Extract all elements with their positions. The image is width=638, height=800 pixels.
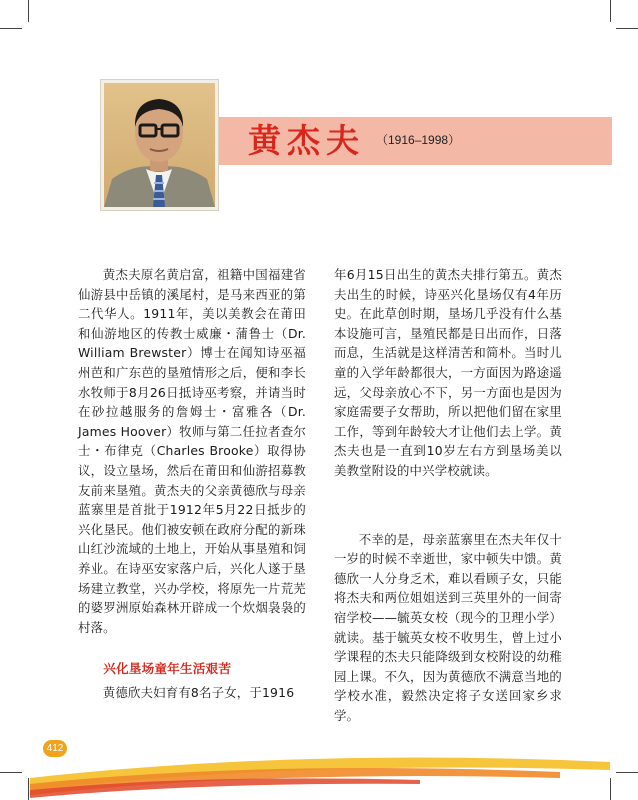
paragraph: 黄德欣夫妇育有8名子女，于1916 — [102, 684, 295, 700]
person-name: 黄杰夫 — [248, 121, 365, 160]
right-column — [334, 265, 562, 725]
paragraph: 不幸的是，母亲蓝寨里在杰夫年仅十一岁的时候不幸逝世，家中顿失中馈。黄德欣一人分身乏术，难以看顾子女，只能将杰夫和两位姐姐送到三英里外的一间寄宿学校——毓英女校（现今的卫理小学）就读。基于毓英女校不收男生，曾上过小学课程的杰夫只能降级到女校附设的幼稚园上课。不久，因为黄德欣不满意当地的学校水准，毅然决定将子女送回家乡求学。 — [334, 531, 562, 723]
page-number-badge: 412 — [43, 740, 67, 757]
left-column — [78, 265, 306, 702]
portrait-photo — [101, 80, 218, 210]
crop-mark — [616, 28, 638, 29]
section-heading: 兴化垦场童年生活艰苦 — [103, 661, 232, 677]
portrait-illustration — [104, 83, 215, 207]
footer-swoosh — [0, 700, 638, 800]
paragraph: 年6月15日出生的黄杰夫排行第五。黄杰夫出生的时候，诗巫兴化垦场仅有4年历史。在此草创时期，垦场几乎没有什么基本设施可言，垦殖民都是日出而作，日落而息，生活就是这样清苦和简朴。当时儿童的入学年龄都很大，一方面因为路途遥远，父母亲放心不下，另一方面也是因为家庭需要子女帮助，所以把他们留在家里工作，等到年龄较大才让他们去上学。黄杰夫也是一直到10岁左右方到垦场美以美教堂附设的中兴学校就读。 — [334, 267, 562, 478]
paragraph-gap — [334, 481, 562, 530]
paragraph: 黄杰夫原名黄启富，祖籍中国福建省仙游县中岳镇的溪尾村，是马来西亚的第二代华人。1911年，美以美教会在莆田和仙游地区的传教士威廉・蒲鲁士（Dr. William Brewster）博士在闻知诗巫福州芭和广东芭的垦殖情形之后，便和李长水牧师于8月26日抵诗巫考察，并请当时在砂拉越服务的詹姆士・富雅各（Dr. James Hoover）牧师与第二任拉者查尔士・布律克（Charles Brooke）取得协议，设立垦场，然后在莆田和仙游招募教友前来垦殖。黄杰夫的父亲黄德欣与母亲蓝寨里是首批于1912年5月22日抵步的兴化垦民。他们被安顿在政府分配的新珠山红沙流域的土地上，开始从事垦殖和饲养业。在诗巫安家落户后，兴化人遂于垦场建立教堂，兴办学校，将原先一片荒芜的婆罗洲原始森林开辟成一个炊烟袅袅的村落。 — [78, 267, 306, 635]
crop-mark — [28, 0, 29, 22]
life-years: （1916–1998） — [376, 133, 461, 147]
crop-mark — [0, 28, 22, 29]
crop-mark — [610, 0, 611, 22]
